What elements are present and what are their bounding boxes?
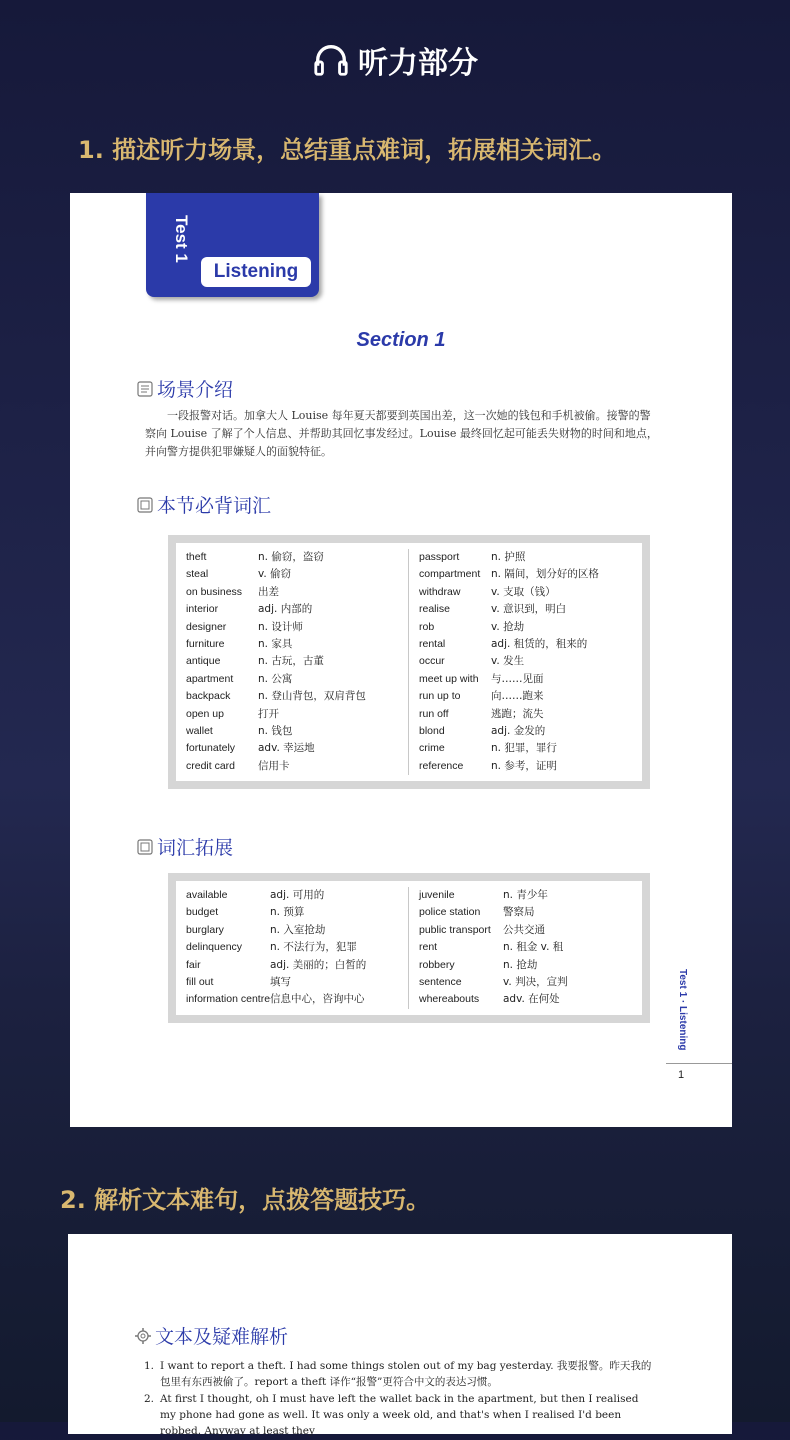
- tab-listening-label: Listening: [201, 257, 311, 287]
- vocab-word: theft: [186, 551, 207, 563]
- vocab-row: [186, 549, 402, 566]
- vocab-row: [186, 740, 402, 757]
- vocab-definition: n. 预算: [270, 906, 305, 919]
- vocab-definition: n. 家具: [258, 638, 293, 651]
- vocab-row: [186, 723, 402, 740]
- vocab-definition: adv. 在何处: [503, 993, 560, 1006]
- vocab-row: [186, 922, 402, 939]
- scene-description: 一段报警对话。加拿大人 Louise 每年夏天都要到英国出差，这一次她的钱包和手机被偷。接警的警察向 Louise 了解了个人信息、并帮助其回忆事发经过。Louise 最终回忆起可能丢失财物的时间和地点，并向警方提供犯罪嫌疑人的面貌特征。: [145, 409, 658, 458]
- vocab-row: [186, 758, 402, 775]
- vocab-word: on business: [186, 585, 243, 598]
- vocab-right-column: [409, 549, 632, 775]
- scene-heading-label: 场景介绍: [157, 379, 234, 401]
- vocab-row: [186, 653, 402, 670]
- vocab-definition: n. 参考，证明: [491, 759, 557, 772]
- vocab-definition: v. 支取（钱）: [491, 585, 556, 598]
- vocab-row: [419, 601, 632, 618]
- headphones-icon: [312, 41, 350, 79]
- book-page-1: [70, 193, 732, 1127]
- vocab-row: [186, 601, 402, 618]
- vocab-definition: v. 偷窃: [258, 568, 292, 581]
- analysis-items: [144, 1358, 656, 1440]
- vocab-definition: 逃跑；流失: [491, 707, 544, 720]
- vocab-definition: adv. 幸运地: [258, 742, 315, 755]
- page-number-rule: [666, 1063, 732, 1064]
- vocab-word: credit card: [186, 759, 236, 772]
- vocab-word: occur: [419, 655, 445, 668]
- ext-right-column: [409, 887, 632, 1009]
- vocab-word: antique: [186, 655, 221, 668]
- vocab-definition: n. 护照: [491, 551, 526, 563]
- vocab-row: [186, 619, 402, 636]
- vocab-word: sentence: [419, 976, 462, 989]
- vocab-definition: v. 抢劫: [491, 620, 525, 633]
- vocab-word: compartment: [419, 568, 481, 581]
- vocab-word: information centre: [186, 993, 271, 1006]
- vocab-definition: 警察局: [503, 906, 535, 919]
- vocab-word: steal: [186, 568, 209, 581]
- vocab-row: [419, 653, 632, 670]
- vocab-definition: v. 判决，宣判: [503, 976, 568, 989]
- vocab-word: furniture: [186, 638, 225, 651]
- vocab-word: run up to: [419, 690, 461, 703]
- vocab-word: police station: [419, 906, 481, 919]
- vocab-row: [419, 619, 632, 636]
- analysis-item: [144, 1358, 656, 1390]
- vocab-definition: adj. 租赁的，租来的: [491, 638, 588, 651]
- book-icon: [136, 496, 154, 514]
- vocab-row: [419, 922, 632, 939]
- vocab-definition: n. 不法行为，犯罪: [270, 941, 357, 954]
- tab-test-label: Test 1: [172, 215, 191, 263]
- vocab-definition: 与……见面: [491, 672, 544, 685]
- header-title: 听力部分: [358, 46, 478, 81]
- vocab-definition: 向……跑来: [491, 690, 544, 703]
- vocab-word: crime: [419, 742, 445, 755]
- vocab-word: burglary: [186, 923, 224, 936]
- vocab-row: [419, 688, 632, 705]
- vocab-word: reference: [419, 759, 464, 772]
- vocab-word: withdraw: [419, 585, 461, 598]
- vocab-definition: n. 犯罪，罪行: [491, 742, 557, 755]
- vocab-row: [419, 758, 632, 775]
- vocab-row: [419, 584, 632, 601]
- vocab-definition: n. 设计师: [258, 620, 303, 633]
- analysis-item: [144, 1391, 656, 1439]
- vocab-word: fair: [186, 958, 201, 971]
- vocab-row: [186, 904, 402, 921]
- vocab-word: rental: [419, 638, 446, 651]
- vocab-definition: 公共交通: [503, 923, 545, 936]
- vocab-definition: 信用卡: [258, 759, 290, 772]
- vocab-row: [419, 549, 632, 566]
- vocab-definition: n. 青少年: [503, 889, 548, 901]
- section-title: Section 1: [356, 329, 446, 351]
- vocab-definition: adj. 美丽的；白皙的: [270, 958, 367, 971]
- vocab-word: fill out: [186, 976, 214, 989]
- gear-icon: [134, 1327, 152, 1345]
- vocab-definition: n. 登山背包，双肩背包: [258, 690, 366, 703]
- ext-heading-label: 词汇拓展: [157, 837, 234, 859]
- vocab-word: whereabouts: [419, 993, 480, 1006]
- vocab-definition: n. 公寓: [258, 672, 293, 685]
- vocab-word: realise: [419, 603, 450, 616]
- vocab-row: [186, 671, 402, 688]
- vocab-definition: n. 租金 v. 租: [503, 941, 564, 954]
- step-one-caption: 1. 描述听力场景，总结重点难词，拓展相关词汇。: [78, 136, 617, 164]
- vocab-heading: [136, 491, 271, 518]
- vocab-row: [186, 887, 402, 904]
- vocab-definition: n. 入室抢劫: [270, 923, 326, 936]
- vocab-row: [186, 584, 402, 601]
- vocab-row: [186, 688, 402, 705]
- vocab-definition: 信息中心，咨询中心: [270, 993, 365, 1006]
- vocab-word: interior: [186, 603, 219, 616]
- vocab-row: [186, 566, 402, 583]
- vocab-definition: n. 隔间，划分好的区格: [491, 568, 599, 581]
- scene-heading: [136, 375, 233, 402]
- vocab-row: [419, 706, 632, 723]
- vocab-row: [419, 887, 632, 904]
- vocab-row: [419, 723, 632, 740]
- vocab-row: [186, 706, 402, 723]
- vocab-word: available: [186, 889, 228, 901]
- section-header: [0, 38, 790, 82]
- vocab-word: backpack: [186, 690, 231, 703]
- ext-vocab-box: [168, 873, 650, 1023]
- vocab-row: [186, 957, 402, 974]
- page-number: 1: [678, 1069, 685, 1081]
- vocab-word: passport: [419, 551, 460, 563]
- vocab-definition: 出差: [258, 585, 279, 598]
- vocab-row: [186, 939, 402, 956]
- vocab-definition: n. 抢劫: [503, 958, 538, 971]
- vocab-row: [186, 974, 402, 991]
- vocab-word: open up: [186, 707, 224, 720]
- vocab-word: apartment: [186, 672, 234, 685]
- vocab-row: [419, 740, 632, 757]
- vocab-row: [419, 974, 632, 991]
- book-icon: [136, 838, 154, 856]
- analysis-heading-label: 文本及疑难解析: [155, 1326, 289, 1348]
- vocab-word: meet up with: [419, 672, 479, 685]
- ext-left-column: [186, 887, 409, 1009]
- vocab-word: rent: [419, 941, 438, 954]
- vocab-definition: v. 发生: [491, 655, 525, 668]
- vocab-row: [419, 636, 632, 653]
- vocab-word: rob: [419, 620, 435, 633]
- vocab-word: fortunately: [186, 742, 236, 755]
- vocab-word: delinquency: [186, 941, 243, 954]
- analysis-heading: [134, 1322, 288, 1349]
- vocab-definition: n. 钱包: [258, 725, 293, 738]
- vocab-definition: 打开: [258, 707, 279, 720]
- vocab-definition: adj. 可用的: [270, 889, 325, 901]
- vocab-definition: 填写: [270, 976, 291, 989]
- vocab-word: robbery: [419, 958, 455, 971]
- vocab-row: [419, 991, 632, 1008]
- test-tab: [146, 193, 319, 297]
- vocab-row: [419, 939, 632, 956]
- vocab-word: blond: [419, 725, 445, 738]
- vocab-row: [186, 991, 402, 1008]
- vocab-word: designer: [186, 620, 227, 633]
- book-page-2: [68, 1234, 732, 1437]
- vocab-row: [419, 566, 632, 583]
- ext-heading: [136, 833, 233, 860]
- notebook-icon: [136, 380, 154, 398]
- vocab-word: public transport: [419, 923, 491, 936]
- side-running-label: Test 1 · Listening: [677, 969, 688, 1051]
- vocab-definition: adj. 金发的: [491, 725, 546, 738]
- analysis-item-text: At first I thought, oh I must have left the wallet back in the apartment, but then I realised my phone had gone as well. It was only a week old, and that's when I realised I'd been robbed. Anyway at least they: [160, 1393, 639, 1437]
- vocab-definition: n. 古玩，古董: [258, 655, 324, 668]
- vocab-row: [419, 904, 632, 921]
- vocab-definition: adj. 内部的: [258, 603, 313, 616]
- vocab-word: budget: [186, 906, 219, 919]
- vocab-row: [186, 636, 402, 653]
- vocab-heading-label: 本节必背词汇: [157, 495, 272, 517]
- vocab-row: [419, 671, 632, 688]
- analysis-item-number: 1.: [144, 1360, 155, 1372]
- analysis-item-text: I want to report a theft. I had some things stolen out of my bag yesterday. 我要报警。昨天我的包里有东西被偷了。report a theft 译作“报警”更符合中文的表达习惯。: [160, 1360, 652, 1388]
- vocab-left-column: [186, 549, 409, 775]
- analysis-item-number: 2.: [144, 1393, 155, 1405]
- vocab-word: juvenile: [419, 889, 455, 901]
- vocab-box: [168, 535, 650, 789]
- vocab-row: [419, 957, 632, 974]
- step-two-caption: 2. 解析文本难句，点拨答题技巧。: [60, 1186, 431, 1214]
- vocab-word: wallet: [186, 725, 213, 738]
- vocab-definition: v. 意识到，明白: [491, 603, 567, 616]
- vocab-word: run off: [419, 707, 449, 720]
- vocab-definition: n. 偷窃，盗窃: [258, 551, 324, 563]
